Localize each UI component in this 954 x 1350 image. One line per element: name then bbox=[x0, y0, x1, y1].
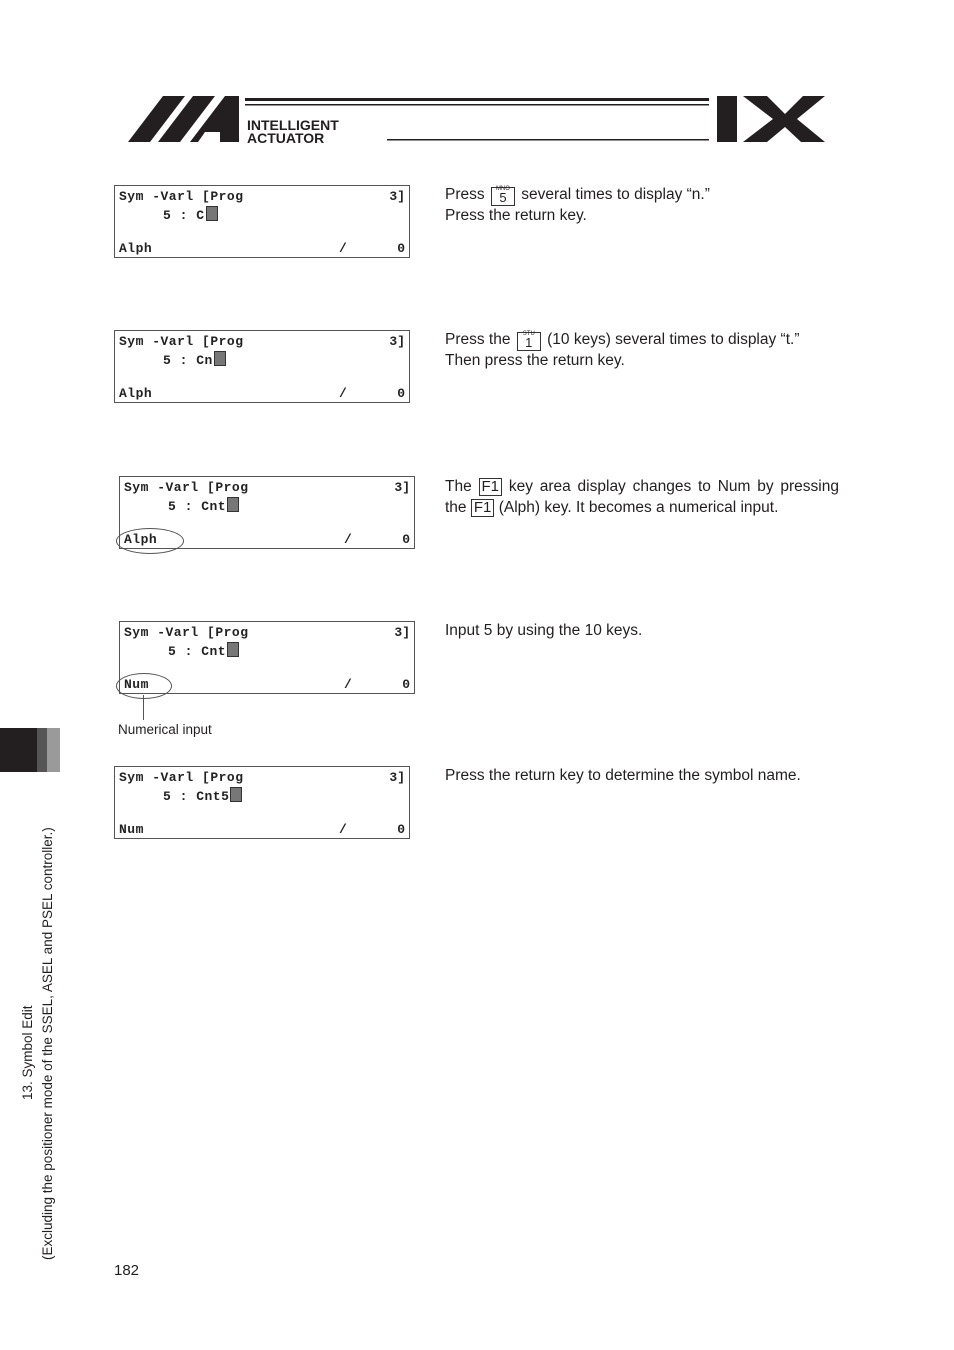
lcd-row2: 5 : Cnt bbox=[168, 497, 239, 514]
lcd-row1: Sym -Varl [Prog bbox=[119, 189, 244, 204]
lcd-slash: / bbox=[339, 241, 347, 256]
lcd-row3: Num bbox=[124, 677, 149, 692]
lcd-row3: Alph bbox=[119, 241, 153, 256]
lcd-screen-5 bbox=[114, 766, 410, 839]
lcd-slash: / bbox=[344, 677, 352, 692]
step-5-text: Press the return key to determine the symbol name. bbox=[445, 767, 801, 784]
lcd-screen-4 bbox=[119, 621, 415, 694]
lcd-slash: / bbox=[339, 386, 347, 401]
lcd-slash: / bbox=[344, 532, 352, 547]
cursor bbox=[214, 351, 226, 366]
numerical-input-label: Numerical input bbox=[118, 722, 212, 737]
lcd-row3: Alph bbox=[124, 532, 158, 547]
lcd-screen-3 bbox=[119, 476, 415, 549]
chapter-tab-shade-light bbox=[47, 728, 60, 772]
lcd-row2: 5 : Cn bbox=[163, 351, 226, 368]
step-4-text: Input 5 by using the 10 keys. bbox=[445, 622, 643, 639]
lcd-count: 3] bbox=[389, 334, 405, 349]
lcd-screen-2 bbox=[114, 330, 410, 403]
lcd-zero: 0 bbox=[397, 386, 405, 401]
highlight-circle bbox=[116, 528, 184, 554]
chapter-title: 13. Symbol Edit bbox=[20, 1005, 35, 1100]
lcd-count: 3] bbox=[389, 189, 405, 204]
lcd-row2: 5 : Cnt5 bbox=[163, 787, 242, 804]
cursor bbox=[230, 787, 242, 802]
cursor bbox=[227, 497, 239, 512]
lcd-zero: 0 bbox=[402, 532, 410, 547]
lcd-row2: 5 : Cnt bbox=[168, 642, 239, 659]
lcd-row1: Sym -Varl [Prog bbox=[119, 334, 244, 349]
chapter-tab-shade bbox=[37, 728, 47, 772]
lcd-row1: Sym -Varl [Prog bbox=[119, 770, 244, 785]
callout-line bbox=[143, 695, 144, 720]
step-1-text: Press MNO 5 several times to display “n.” Press the return key. bbox=[445, 186, 710, 224]
intelligent-actuator-logo bbox=[125, 94, 827, 146]
chapter-side-label bbox=[18, 780, 58, 1260]
page-number: 182 bbox=[114, 1262, 140, 1279]
step-3-text: The F1 key area display changes to Num by pressing the F1 (Alph) key. It becomes a numerical input. bbox=[445, 478, 839, 516]
lcd-count: 3] bbox=[394, 480, 410, 495]
lcd-count: 3] bbox=[394, 625, 410, 640]
lcd-row3: Num bbox=[119, 822, 144, 837]
lcd-count: 3] bbox=[389, 770, 405, 785]
lcd-zero: 0 bbox=[397, 241, 405, 256]
step-2-text: Press the STU 1 (10 keys) several times to display “t.” Then press the return key. bbox=[445, 331, 800, 369]
key-5-icon: MNO 5 bbox=[491, 187, 515, 206]
lcd-slash: / bbox=[339, 822, 347, 837]
lcd-row1: Sym -Varl [Prog bbox=[124, 625, 249, 640]
cursor bbox=[227, 642, 239, 657]
f1-key-icon: F1 bbox=[479, 478, 503, 496]
highlight-circle bbox=[116, 673, 172, 699]
chapter-tab bbox=[0, 728, 37, 772]
lcd-screen-1 bbox=[114, 185, 410, 258]
lcd-zero: 0 bbox=[402, 677, 410, 692]
cursor bbox=[206, 206, 218, 221]
chapter-subtitle: (Excluding the positioner mode of the SSEL, ASEL and PSEL controller.) bbox=[40, 827, 55, 1260]
lcd-row1: Sym -Varl [Prog bbox=[124, 480, 249, 495]
key-1-icon: STU 1 bbox=[517, 332, 541, 351]
logo-line2: ACTUATOR bbox=[247, 130, 325, 146]
f1-key-icon: F1 bbox=[471, 499, 495, 517]
logo-line1: INTELLIGENT bbox=[247, 117, 339, 133]
lcd-zero: 0 bbox=[397, 822, 405, 837]
lcd-row3: Alph bbox=[119, 386, 153, 401]
lcd-row2: 5 : C bbox=[163, 206, 218, 223]
